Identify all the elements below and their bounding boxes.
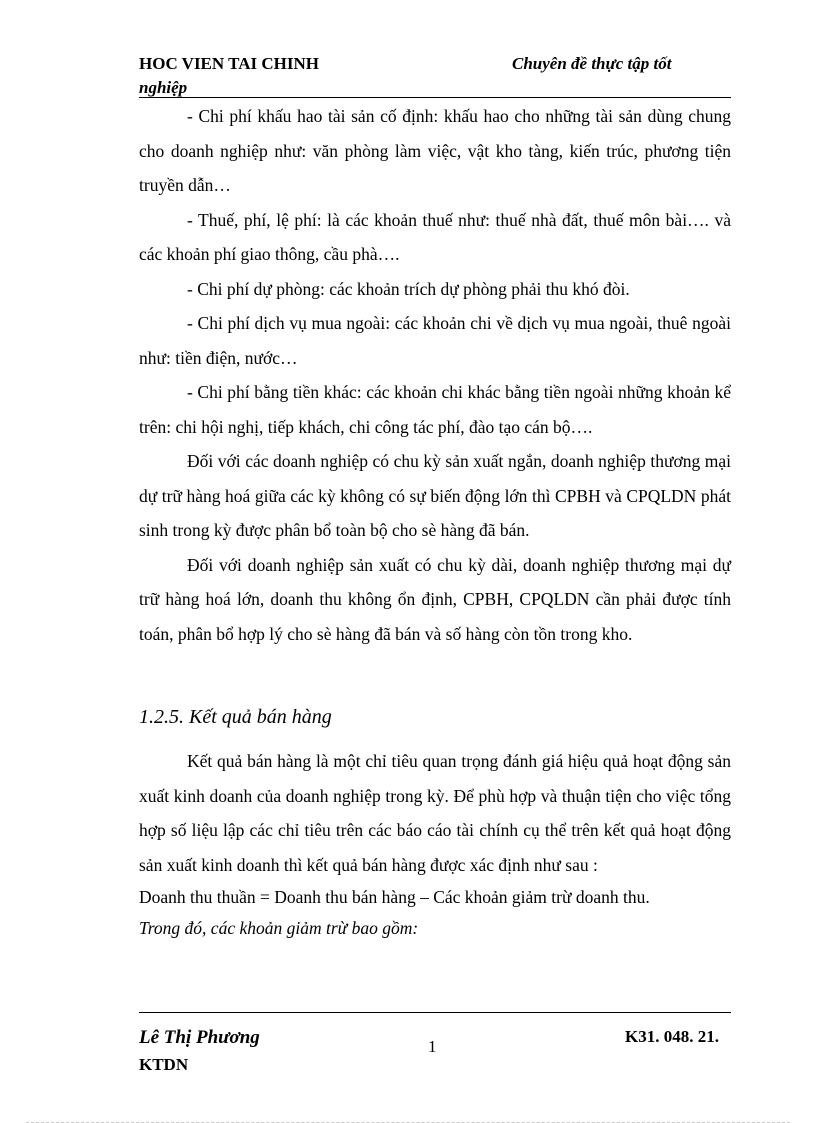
paragraph-other-cash-costs: - Chi phí bằng tiền khác: các khoản chi khác bằng tiền ngoài những khoản kể trên: chi hội nghị, tiếp khách, chi công tác phí, đào tạo cán bộ…. bbox=[139, 382, 731, 437]
header-left bbox=[139, 52, 319, 100]
paragraph-taxes-fees: - Thuế, phí, lệ phí: là các khoản thuế như: thuế nhà đất, thuế môn bài…. và các khoản phí giao thông, cầu phà…. bbox=[139, 209, 731, 264]
paragraph-short-cycle: Đối với các doanh nghiệp có chu kỳ sản xuất ngắn, doanh nghiệp thương mại dự trữ hàng hoá giữa các kỳ không có sự biến động lớn thì CPBH và CPQLDN phát sinh trong kỳ được phân bổ toàn bộ cho sè hàng đã bán. bbox=[139, 451, 731, 540]
body-text bbox=[139, 99, 731, 651]
student-code: K31. 048. 21. bbox=[625, 1027, 719, 1046]
footer-author-block bbox=[139, 1024, 260, 1078]
header-continuation: nghiệp bbox=[139, 78, 188, 97]
section-body bbox=[139, 744, 731, 944]
paragraph-provision: - Chi phí dự phòng: các khoản trích dự phòng phải thu khó đòi. bbox=[187, 278, 630, 299]
header-institution: HOC VIEN TAI CHINH bbox=[139, 54, 319, 73]
header-divider bbox=[139, 97, 731, 98]
paragraph-sales-result: Kết quả bán hàng là một chỉ tiêu quan trọng đánh giá hiệu quả hoạt động sản xuất kinh doanh của doanh nghiệp trong kỳ. Để phù hợp và thuận tiện cho việc tổng hợp số liệu lập các chỉ tiêu trên các báo cáo tài chính cụ thể trên kết quả hoạt động sản xuất kinh doanh thì kết quả bán hàng được xác định như sau : bbox=[139, 751, 731, 875]
formula-net-revenue: Doanh thu thuần = Doanh thu bán hàng – Các khoản giảm trừ doanh thu. bbox=[139, 887, 650, 907]
deductions-note: Trong đó, các khoản giảm trừ bao gồm: bbox=[139, 918, 419, 938]
footer-divider bbox=[139, 1012, 731, 1013]
header-document-type: Chuyên đề thực tập tốt bbox=[512, 54, 672, 73]
author-department: KTDN bbox=[139, 1055, 189, 1074]
author-name: Lê Thị Phương bbox=[139, 1027, 260, 1048]
paragraph-outsourced-services: - Chi phí dịch vụ mua ngoài: các khoản chi về dịch vụ mua ngoài, thuê ngoài như: tiền điện, nước… bbox=[139, 313, 731, 368]
section-heading: 1.2.5. Kết quả bán hàng bbox=[139, 706, 332, 728]
paragraph-depreciation: - Chi phí khấu hao tài sản cố định: khấu hao cho những tài sản dùng chung cho doanh nghiệp như: văn phòng làm việc, vật kho tàng, kiến trúc, phương tiện truyền dẫn… bbox=[139, 106, 731, 195]
page-number: 1 bbox=[428, 1037, 437, 1056]
paragraph-long-cycle: Đối với doanh nghiệp sản xuất có chu kỳ dài, doanh nghiệp thương mại dự trữ hàng hoá lớn, doanh thu không ổn định, CPBH, CPQLDN cần phải được tính toán, phân bổ hợp lý cho sè hàng đã bán và số hàng còn tồn trong kho. bbox=[139, 554, 731, 644]
